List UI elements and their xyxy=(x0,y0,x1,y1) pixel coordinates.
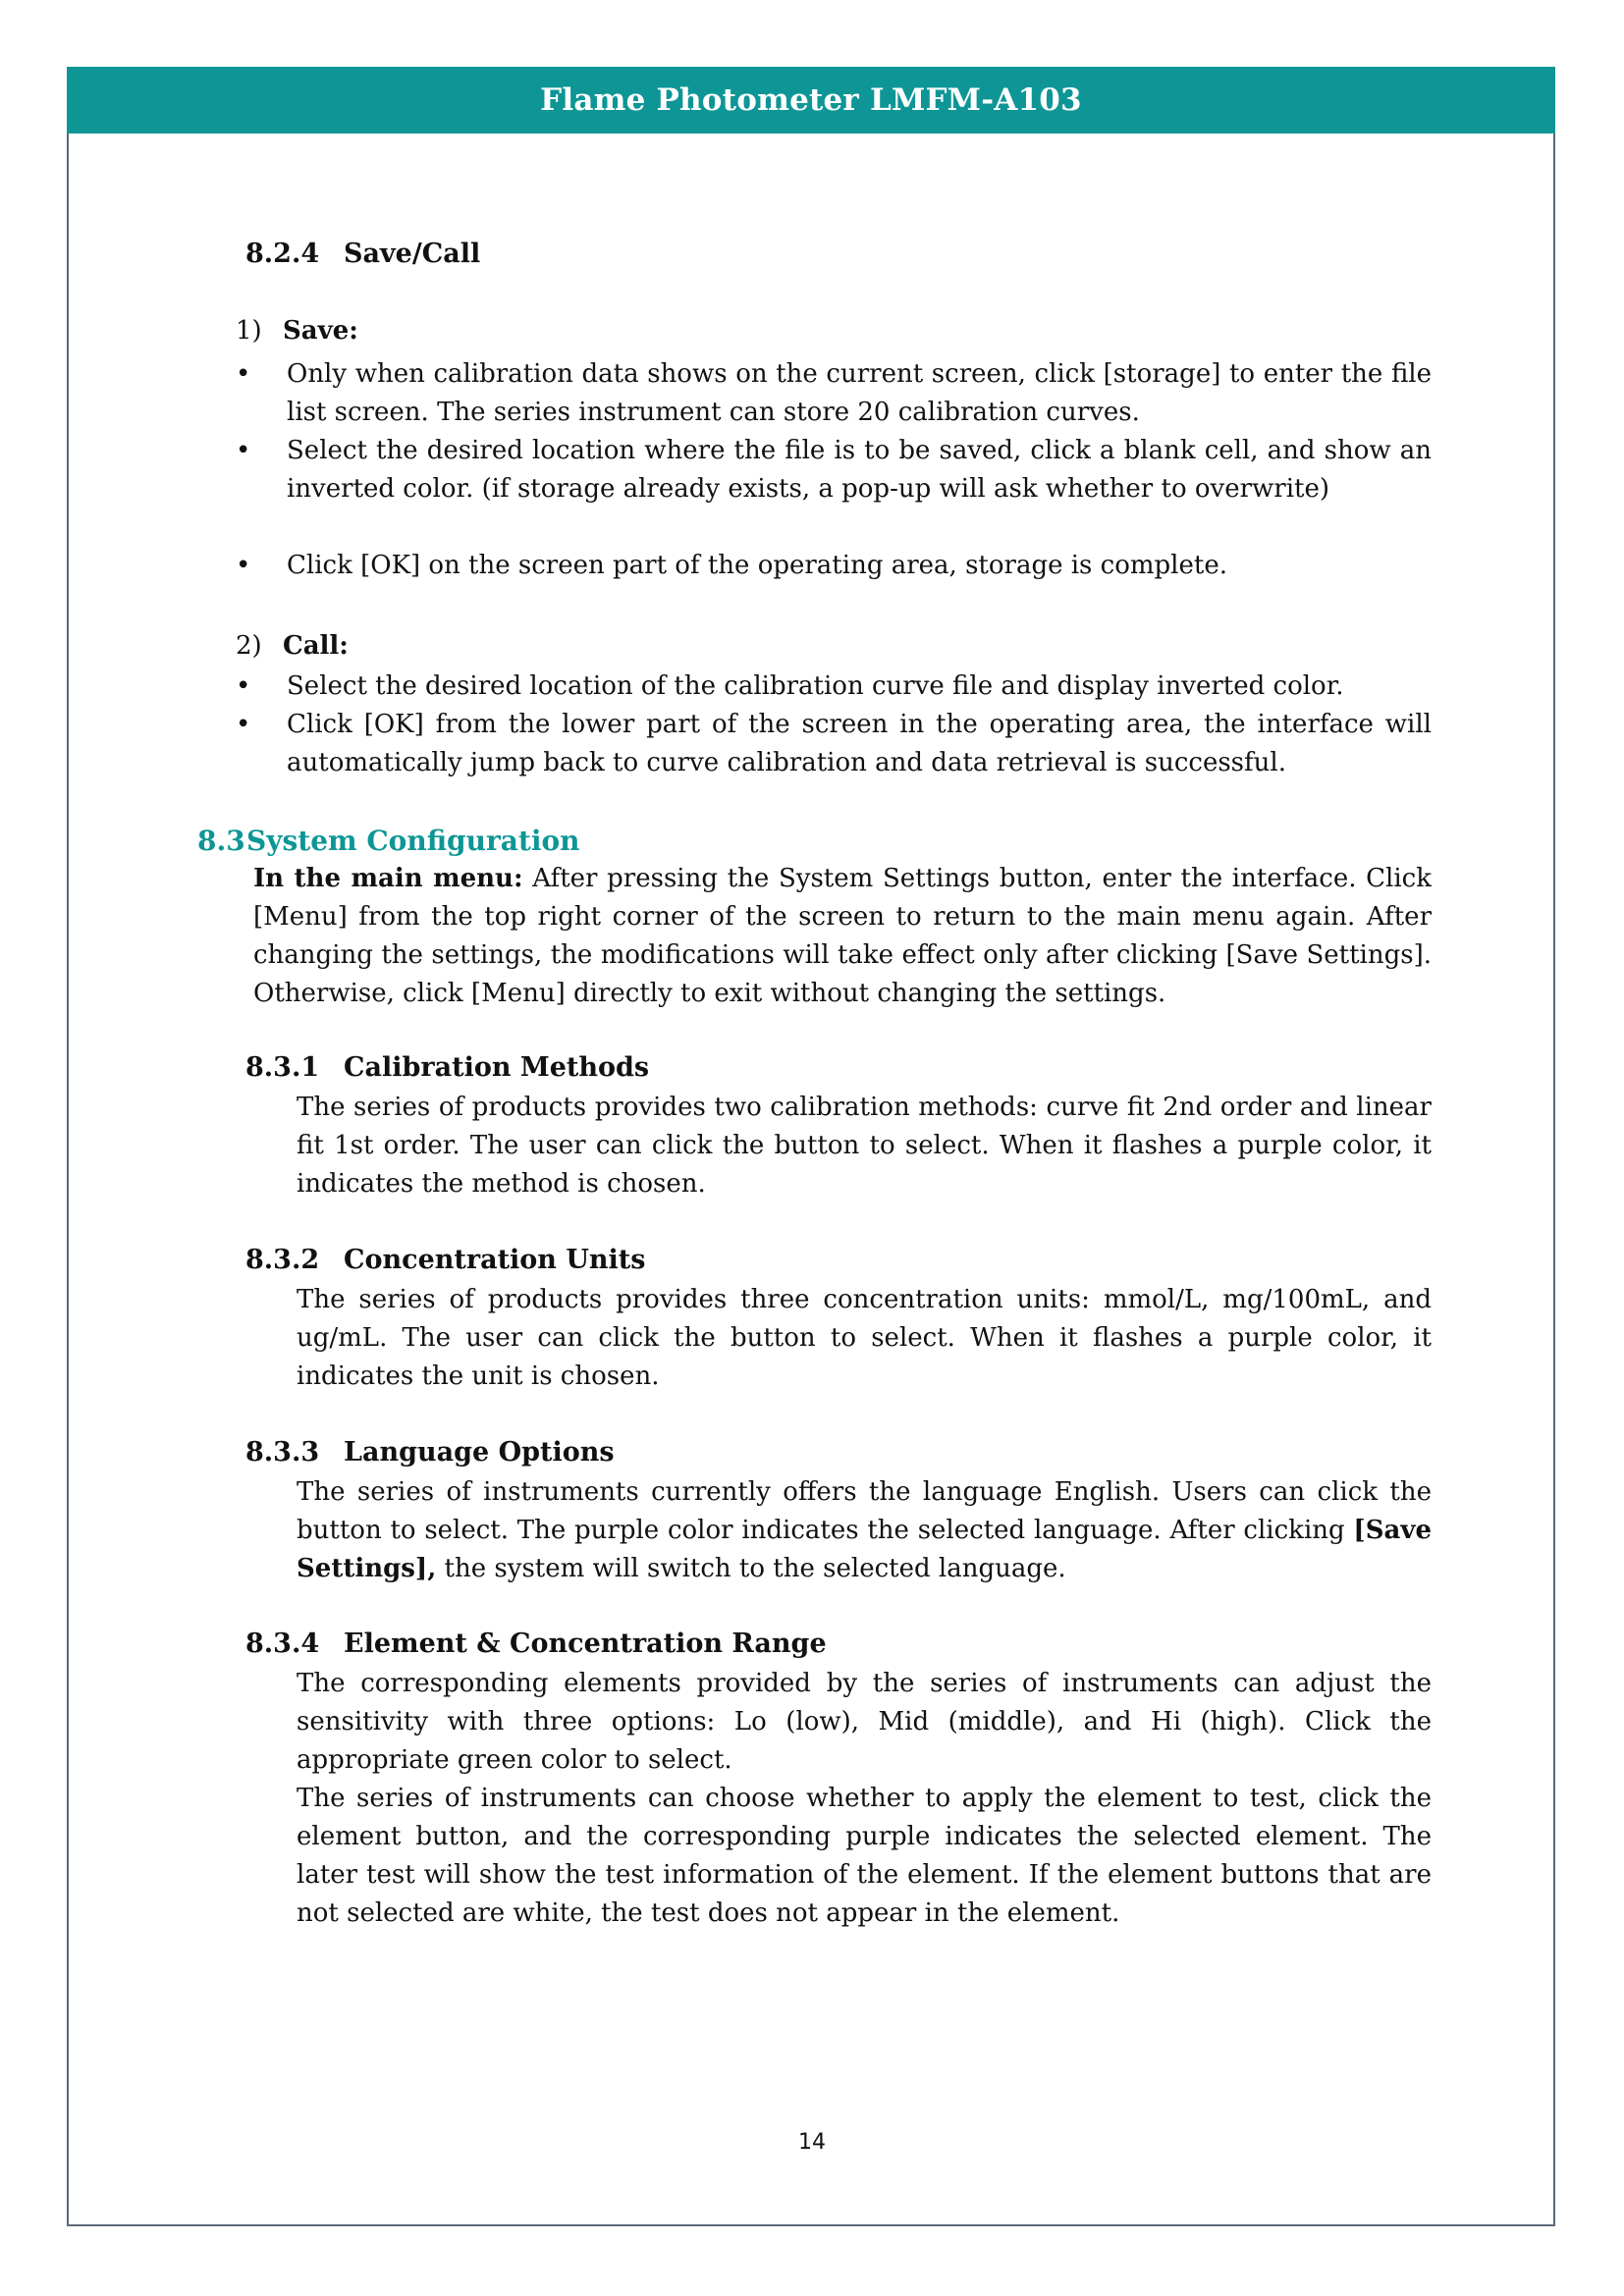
section-body: The series of instruments can choose whether to apply the element to test, click the element button, and the corresponding purple indicates the selected element. The later test will show the test information of the element. If the element buttons that are not selected are white, the test does not appear in the element. xyxy=(297,1784,1432,1928)
section-title: Save/Call xyxy=(344,239,481,269)
bullet-text: Click [OK] from the lower part of the screen in the operating area, the interface will automatically jump back to curve calibration and data retrieval is successful. xyxy=(287,710,1432,777)
list-marker: 2) xyxy=(236,631,262,661)
section-heading-8-3 xyxy=(197,825,580,857)
section-title: Element & Concentration Range xyxy=(344,1629,827,1659)
section-number: 8.3.3 xyxy=(245,1437,320,1468)
list-label: Call: xyxy=(283,631,349,661)
bullet-icon: • xyxy=(236,436,251,465)
section-number: 8.3 xyxy=(197,825,245,857)
bullet-icon: • xyxy=(236,671,251,701)
section-heading-8-2-4 xyxy=(245,239,480,269)
section-body xyxy=(297,1473,1432,1588)
section-body: The series of products provides two calibration methods: curve fit 2nd order and linear fit 1st order. The user can click the button to select. When it flashes a purple color, it indicates the method is chosen. xyxy=(297,1093,1432,1199)
bullet-item xyxy=(236,667,1432,706)
bullet-text: Select the desired location where the file is to be saved, click a blank cell, and show an inverted color. (if storage already exists, a pop-up will ask whether to overwrite) xyxy=(287,436,1432,504)
section-heading-8-3-2 xyxy=(245,1245,645,1275)
section-title: Language Options xyxy=(344,1437,615,1468)
document-title: Flame Photometer LMFM-A103 xyxy=(540,82,1082,118)
section-title: Calibration Methods xyxy=(344,1052,650,1083)
document-header xyxy=(67,67,1555,133)
section-heading-8-3-4 xyxy=(245,1629,827,1659)
bullet-item xyxy=(236,432,1432,508)
section-number: 8.3.2 xyxy=(245,1245,320,1275)
list-item-save xyxy=(236,316,358,346)
section-heading-8-3-1 xyxy=(245,1052,649,1083)
system-config-intro xyxy=(253,860,1432,1013)
save-settings-emphasis: [Save Settings], xyxy=(297,1516,1432,1583)
page-number: 14 xyxy=(798,2130,826,2155)
bullet-icon: • xyxy=(236,710,251,739)
section-number: 8.3.1 xyxy=(245,1052,320,1083)
bullet-text: Only when calibration data shows on the current screen, click [storage] to enter the file list screen. The series instrument can store 20 calibration curves. xyxy=(287,359,1432,427)
body-text: The series of instruments currently offers the language English. Users can click the button to select. The purple color indicates the selected language. After clicking xyxy=(297,1477,1432,1545)
section-number: 8.2.4 xyxy=(245,239,320,269)
bullet-item xyxy=(236,355,1432,432)
section-heading-8-3-3 xyxy=(245,1437,615,1468)
section-title: Concentration Units xyxy=(344,1245,646,1275)
lead-text: After pressing the System Settings button, enter the interface. Click [Menu] from the top right corner of the screen to return to the main menu again. After changing the settings, the modifications will take effect only after clicking [Save Settings]. Otherwise, click [Menu] directly to exit without changing the settings. xyxy=(253,864,1432,1008)
section-body: The corresponding elements provided by the series of instruments can adjust the sensitivity with three options: Lo (low), Mid (middle), and Hi (high). Click the appropriate green color to select. xyxy=(297,1669,1432,1775)
bullet-item xyxy=(236,547,1432,585)
bullet-icon: • xyxy=(236,551,251,580)
body-text: the system will switch to the selected language. xyxy=(436,1554,1066,1583)
bullet-text: Click [OK] on the screen part of the operating area, storage is complete. xyxy=(287,551,1227,580)
section-body: The series of products provides three concentration units: mmol/L, mg/100mL, and ug/mL. The user can click the button to select. When it flashes a purple color, it indicates the unit is chosen. xyxy=(297,1285,1432,1391)
list-item-call xyxy=(236,631,349,661)
section-title: System Configuration xyxy=(246,825,580,857)
section-number: 8.3.4 xyxy=(245,1629,320,1659)
list-label: Save: xyxy=(283,316,358,346)
lead-label: In the main menu: xyxy=(253,864,523,893)
list-marker: 1) xyxy=(236,316,262,346)
bullet-icon: • xyxy=(236,359,251,389)
bullet-text: Select the desired location of the calibration curve file and display inverted color. xyxy=(287,671,1344,701)
bullet-item xyxy=(236,706,1432,782)
